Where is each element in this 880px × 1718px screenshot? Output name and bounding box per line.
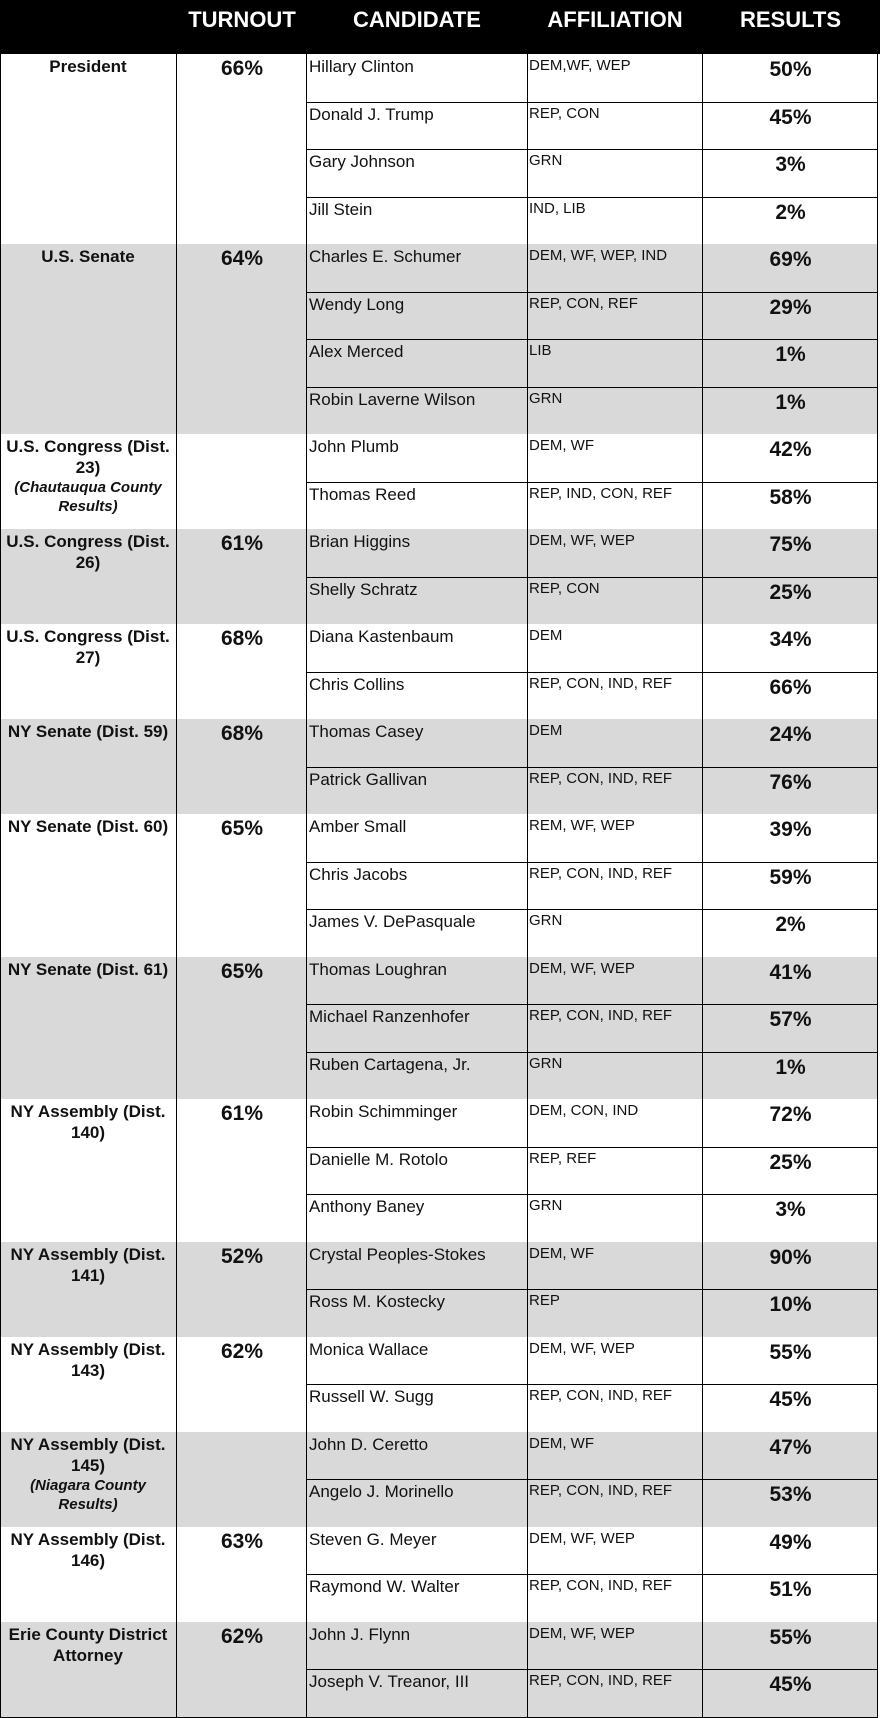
- office-name: [0, 1527, 176, 1571]
- candidate-name: Anthony Baney: [309, 1197, 425, 1216]
- turnout-value: 62%: [220, 1339, 264, 1363]
- office-name: [0, 1432, 176, 1514]
- candidate-result: 2%: [775, 200, 806, 224]
- candidate-result: 76%: [769, 770, 812, 794]
- candidate-affiliation: DEM, WF, WEP: [529, 959, 635, 977]
- candidate-name: Charles E. Schumer: [309, 247, 462, 266]
- candidate-result: 57%: [769, 1008, 812, 1031]
- candidate-name: Jill Stein: [309, 199, 373, 219]
- turnout-value: 63%: [220, 1529, 264, 1553]
- turnout-value: [178, 434, 306, 437]
- candidate-name: Alex Merced: [309, 342, 404, 361]
- candidate-name: Thomas Reed: [309, 484, 416, 504]
- candidate-divider: [306, 1384, 877, 1385]
- candidate-divider: [306, 1004, 877, 1005]
- candidate-name: Ruben Cartagena, Jr.: [309, 1054, 471, 1074]
- office-label: U.S. Congress (Dist. 26): [6, 532, 170, 572]
- turnout-value: 64%: [220, 247, 264, 270]
- candidate-divider: [306, 149, 877, 150]
- candidate-result: 69%: [769, 248, 812, 271]
- candidate-name: Diana Kastenbaum: [309, 627, 454, 646]
- column-divider: [527, 54, 528, 1717]
- candidate-divider: [306, 577, 877, 578]
- candidate-result: 45%: [769, 105, 812, 129]
- candidate-divider: [306, 767, 877, 768]
- office-name: [0, 529, 176, 573]
- turnout-value: 65%: [220, 817, 264, 840]
- candidate-result: 49%: [769, 1530, 812, 1554]
- candidate-divider: [306, 482, 877, 483]
- candidate-name: Gary Johnson: [309, 152, 415, 171]
- office-name: [0, 1337, 176, 1381]
- candidate-result: 2%: [775, 913, 806, 936]
- candidate-result: 42%: [769, 438, 812, 461]
- office-label: NY Assembly (Dist. 141): [10, 1244, 166, 1285]
- office-label: NY Assembly (Dist. 146): [10, 1529, 166, 1570]
- candidate-affiliation: GRN: [529, 1197, 563, 1214]
- candidate-affiliation: REP, CON: [529, 579, 600, 597]
- office-name: [0, 244, 176, 267]
- candidate-divider: [306, 1289, 877, 1290]
- candidate-divider: [306, 672, 877, 673]
- candidate-name: Donald J. Trump: [309, 104, 434, 124]
- candidate-result: 1%: [775, 343, 806, 366]
- candidate-affiliation: DEM,WF, WEP: [529, 57, 631, 74]
- candidate-result: 34%: [769, 628, 812, 651]
- candidate-name: Amber Small: [309, 817, 407, 836]
- candidate-name: Ross M. Kostecky: [309, 1292, 446, 1311]
- candidate-affiliation: DEM, WF, WEP: [529, 1529, 635, 1547]
- candidate-divider: [306, 1574, 877, 1575]
- candidate-divider: [306, 909, 877, 910]
- candidate-name: Monica Wallace: [309, 1339, 429, 1359]
- candidate-result: 29%: [769, 295, 812, 319]
- office-name: [0, 1622, 176, 1666]
- candidate-name: Brian Higgins: [309, 532, 411, 551]
- candidate-name: Robin Laverne Wilson: [309, 389, 476, 409]
- candidate-affiliation: REP: [529, 1292, 560, 1309]
- candidate-name: John J. Flynn: [309, 1624, 411, 1644]
- candidate-affiliation: GRN: [529, 152, 563, 169]
- office-name: [0, 1099, 176, 1143]
- candidate-result: 10%: [769, 1293, 812, 1316]
- candidate-affiliation: REP, CON, REF: [529, 294, 638, 312]
- turnout-value: 66%: [220, 57, 264, 80]
- office-name: [0, 54, 176, 77]
- candidate-name: Chris Jacobs: [309, 864, 408, 884]
- candidate-name: James V. DePasquale: [309, 912, 476, 931]
- candidate-affiliation: GRN: [529, 1054, 563, 1072]
- candidate-affiliation: DEM: [529, 722, 563, 739]
- candidate-result: 75%: [769, 533, 812, 556]
- candidate-result: 59%: [769, 865, 812, 889]
- office-label: U.S. Senate: [41, 247, 135, 266]
- candidate-affiliation: DEM, WF, WEP: [529, 1339, 635, 1357]
- candidate-affiliation: REP, CON, IND, REF: [529, 1007, 673, 1024]
- candidate-divider: [306, 102, 877, 103]
- candidate-name: Thomas Loughran: [309, 959, 447, 979]
- office-name: [0, 957, 176, 980]
- candidate-affiliation: GRN: [529, 912, 563, 929]
- office-label: U.S. Congress (Dist. 23): [6, 437, 170, 477]
- candidate-result: 58%: [769, 485, 812, 509]
- candidate-affiliation: REP, REF: [529, 1149, 597, 1167]
- candidate-name: Michael Ranzenhofer: [309, 1007, 470, 1026]
- candidate-affiliation: DEM: [529, 627, 563, 644]
- office-note: (Chautauqua County Results): [14, 479, 162, 515]
- turnout-value: 61%: [220, 532, 264, 555]
- turnout-value: 65%: [220, 959, 264, 983]
- office-name: [0, 624, 176, 668]
- turnout-value: 68%: [220, 722, 264, 745]
- candidate-affiliation: GRN: [529, 389, 563, 407]
- candidate-result: 24%: [769, 723, 812, 746]
- turnout-value: 68%: [220, 627, 264, 650]
- column-divider: [0, 54, 1, 1717]
- candidate-affiliation: REP, CON, IND, REF: [529, 1387, 673, 1404]
- candidate-result: 25%: [769, 580, 812, 604]
- candidate-result: 66%: [769, 675, 812, 699]
- candidate-result: 55%: [769, 1340, 812, 1364]
- office-label: President: [49, 57, 127, 76]
- header-affiliation: AFFILIATION: [547, 7, 683, 32]
- candidate-result: 72%: [769, 1103, 812, 1126]
- candidate-name: Robin Schimminger: [309, 1102, 458, 1121]
- office-label: NY Assembly (Dist. 145): [10, 1434, 166, 1475]
- candidate-name: Raymond W. Walter: [309, 1577, 460, 1596]
- candidate-affiliation: DEM, WF, WEP, IND: [529, 247, 668, 264]
- candidate-name: John D. Ceretto: [309, 1434, 429, 1454]
- candidate-affiliation: REP, CON, IND, REF: [529, 1672, 673, 1689]
- candidate-name: Crystal Peoples-Stokes: [309, 1244, 486, 1264]
- candidate-divider: [306, 1194, 877, 1195]
- office-name: [0, 814, 176, 837]
- candidate-affiliation: DEM, WF: [529, 1244, 594, 1262]
- office-label: NY Assembly (Dist. 143): [10, 1339, 166, 1380]
- header-results: RESULTS: [739, 7, 842, 32]
- candidate-divider: [306, 1669, 877, 1670]
- office-name: [0, 434, 176, 516]
- candidate-result: 1%: [775, 1055, 806, 1079]
- candidate-divider: [306, 862, 877, 863]
- candidate-result: 53%: [769, 1483, 812, 1506]
- candidate-divider: [306, 197, 877, 198]
- office-label: NY Senate (Dist. 61): [7, 959, 169, 979]
- candidate-divider: [306, 387, 877, 388]
- candidate-result: 55%: [769, 1625, 812, 1649]
- candidate-affiliation: REP, CON, IND, REF: [529, 864, 673, 882]
- candidate-affiliation: REP, CON, IND, REF: [529, 1482, 673, 1499]
- office-note: (Niagara County Results): [30, 1476, 146, 1513]
- race-divider: [0, 1717, 878, 1718]
- candidate-result: 50%: [769, 58, 812, 81]
- candidate-result: 47%: [769, 1435, 812, 1459]
- candidate-result: 41%: [769, 960, 812, 984]
- candidate-affiliation: REP, CON, IND, REF: [529, 769, 673, 787]
- candidate-affiliation: REP, IND, CON, REF: [529, 484, 673, 502]
- office-label: NY Assembly (Dist. 140): [10, 1102, 166, 1142]
- candidate-result: 1%: [775, 390, 806, 414]
- candidate-name: Hillary Clinton: [309, 57, 414, 76]
- candidate-affiliation: IND, LIB: [529, 199, 586, 217]
- candidate-name: Angelo J. Morinello: [309, 1482, 454, 1501]
- candidate-name: Wendy Long: [309, 294, 405, 314]
- candidate-name: Joseph V. Treanor, III: [309, 1672, 470, 1691]
- header-turnout: TURNOUT: [188, 7, 296, 32]
- candidate-name: Patrick Gallivan: [309, 769, 428, 789]
- candidate-result: 3%: [775, 153, 806, 176]
- office-name: [0, 719, 176, 742]
- candidate-divider: [306, 1147, 877, 1148]
- table-header: [0, 0, 880, 54]
- candidate-affiliation: REP, CON, IND, REF: [529, 674, 673, 692]
- candidate-affiliation: REP, CON, IND, REF: [529, 1577, 673, 1594]
- turnout-value: [178, 1432, 306, 1435]
- column-divider: [702, 54, 703, 1717]
- candidate-result: 51%: [769, 1578, 812, 1601]
- candidate-affiliation: REM, WF, WEP: [529, 817, 635, 834]
- column-divider: [877, 54, 878, 1717]
- candidate-affiliation: DEM, WF, WEP: [529, 1624, 635, 1642]
- candidate-divider: [306, 339, 877, 340]
- candidate-affiliation: LIB: [529, 342, 552, 359]
- office-name: [0, 1242, 176, 1286]
- candidate-name: John Plumb: [309, 437, 399, 456]
- candidate-affiliation: DEM, WF: [529, 1434, 594, 1452]
- candidate-result: 39%: [769, 818, 812, 841]
- turnout-value: 62%: [220, 1624, 264, 1648]
- turnout-value: 52%: [220, 1244, 264, 1268]
- column-divider: [306, 54, 307, 1717]
- office-label: NY Senate (Dist. 60): [7, 817, 169, 836]
- candidate-result: 3%: [775, 1198, 806, 1221]
- office-label: Erie County District Attorney: [8, 1624, 168, 1665]
- candidate-divider: [306, 1479, 877, 1480]
- candidate-result: 45%: [769, 1388, 812, 1411]
- candidate-result: 25%: [769, 1150, 812, 1174]
- candidate-name: Steven G. Meyer: [309, 1529, 437, 1549]
- candidate-name: Chris Collins: [309, 674, 405, 694]
- candidate-affiliation: DEM, WF, WEP: [529, 532, 635, 549]
- candidate-name: Russell W. Sugg: [309, 1387, 434, 1406]
- candidate-affiliation: REP, CON: [529, 104, 600, 122]
- candidate-result: 90%: [769, 1245, 812, 1269]
- header-candidate: CANDIDATE: [353, 7, 481, 32]
- column-divider: [176, 54, 177, 1717]
- candidate-name: Shelly Schratz: [309, 579, 418, 599]
- candidate-affiliation: DEM, WF: [529, 437, 594, 454]
- candidate-name: Thomas Casey: [309, 722, 424, 741]
- candidate-name: Danielle M. Rotolo: [309, 1149, 448, 1169]
- candidate-divider: [306, 1052, 877, 1053]
- candidate-divider: [306, 292, 877, 293]
- candidate-result: 45%: [769, 1673, 812, 1696]
- turnout-value: 61%: [220, 1102, 264, 1125]
- candidate-affiliation: DEM, CON, IND: [529, 1102, 639, 1119]
- office-label: U.S. Congress (Dist. 27): [6, 627, 170, 667]
- office-label: NY Senate (Dist. 59): [7, 722, 169, 741]
